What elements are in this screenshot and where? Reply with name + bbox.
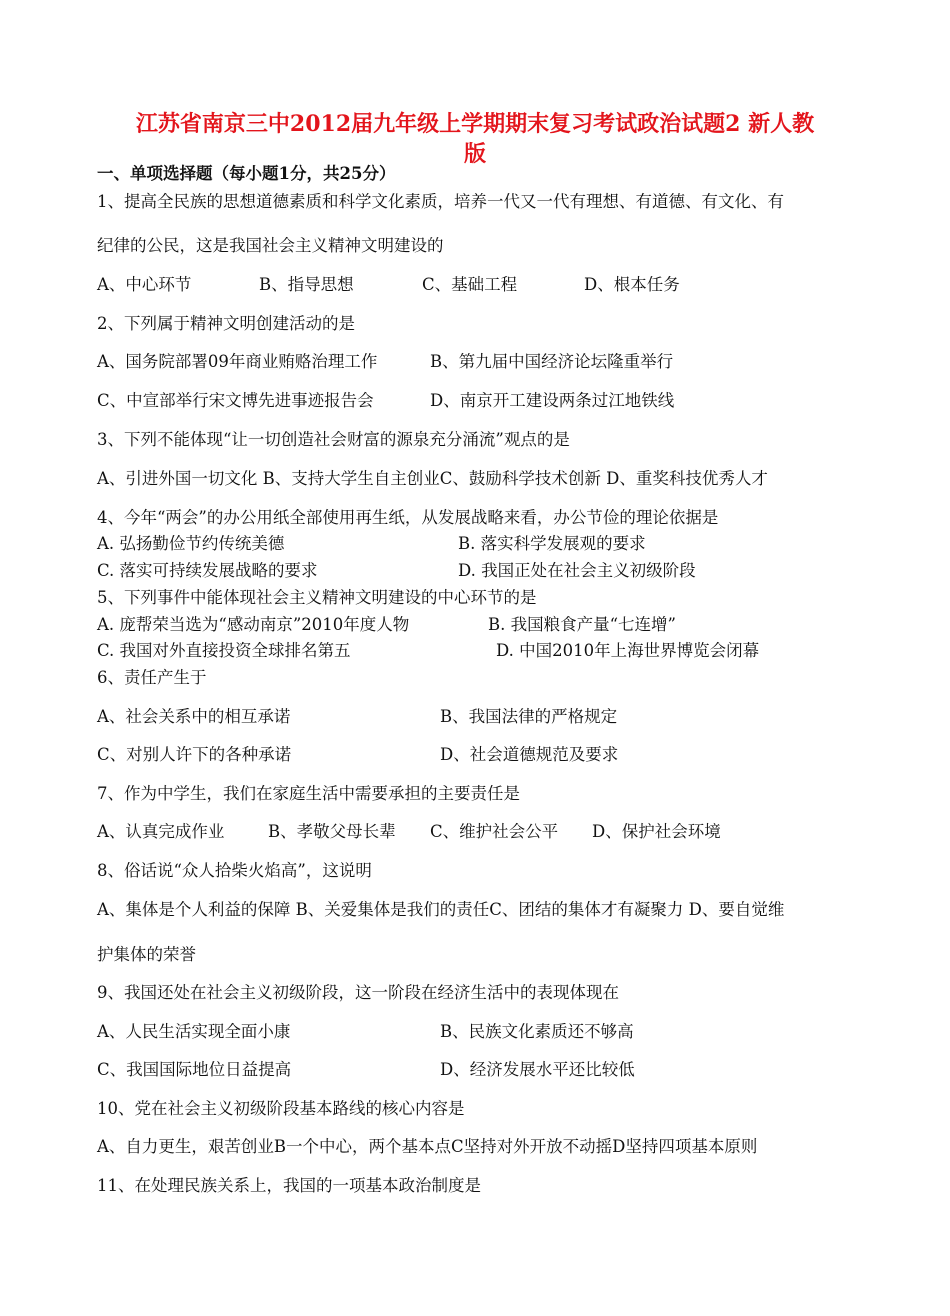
question-9-option-a: A、人民生活实现全面小康 bbox=[97, 1022, 291, 1041]
section-heading: 一、单项选择题（每小题1分，共25分） bbox=[97, 164, 396, 183]
question-10-stem: 10、党在社会主义初级阶段基本路线的核心内容是 bbox=[97, 1099, 465, 1118]
question-1-option-d: D、根本任务 bbox=[584, 275, 680, 294]
question-2-option-a: A、国务院部署09年商业贿赂治理工作 bbox=[97, 352, 378, 371]
question-8-stem: 8、俗话说“众人拾柴火焰高”，这说明 bbox=[97, 861, 372, 880]
question-9-option-b: B、民族文化素质还不够高 bbox=[440, 1022, 634, 1041]
question-3-options: A、引进外国一切文化 B、支持大学生自主创业C、鼓励科学技术创新 D、重奖科技优秀人才 bbox=[97, 469, 768, 488]
question-3-stem: 3、下列不能体现“让一切创造社会财富的源泉充分涌流”观点的是 bbox=[97, 430, 570, 449]
question-1-stem-line-2: 纪律的公民，这是我国社会主义精神文明建设的 bbox=[97, 236, 444, 255]
question-7-stem: 7、作为中学生，我们在家庭生活中需要承担的主要责任是 bbox=[97, 784, 520, 803]
question-9-option-d: D、经济发展水平还比较低 bbox=[440, 1060, 635, 1079]
question-7-option-d: D、保护社会环境 bbox=[592, 822, 721, 841]
question-11-stem: 11、在处理民族关系上，我国的一项基本政治制度是 bbox=[97, 1176, 481, 1195]
question-10-options: A、自力更生，艰苦创业B一个中心，两个基本点C坚持对外开放不动摇D坚持四项基本原则 bbox=[97, 1137, 758, 1156]
question-6-option-a: A、社会关系中的相互承诺 bbox=[97, 707, 291, 726]
question-6-option-b: B、我国法律的严格规定 bbox=[440, 707, 618, 726]
question-9-stem: 9、我国还处在社会主义初级阶段，这一阶段在经济生活中的表现体现在 bbox=[97, 983, 619, 1002]
question-8-options-line-2: 护集体的荣誉 bbox=[97, 945, 196, 964]
question-1-stem-line-1: 1、提高全民族的思想道德素质和科学文化素质，培养一代又一代有理想、有道德、有文化、有 bbox=[97, 192, 784, 211]
question-5-stem: 5、下列事件中能体现社会主义精神文明建设的中心环节的是 bbox=[97, 588, 537, 607]
question-5-option-d: D. 中国2010年上海世界博览会闭幕 bbox=[496, 641, 760, 660]
question-1-option-c: C、基础工程 bbox=[422, 275, 518, 294]
question-2-option-b: B、第九届中国经济论坛隆重举行 bbox=[430, 352, 674, 371]
question-6-stem: 6、责任产生于 bbox=[97, 668, 207, 687]
question-4-option-c: C. 落实可持续发展战略的要求 bbox=[97, 561, 318, 580]
question-2-option-c: C、中宣部举行宋文博先进事迹报告会 bbox=[97, 391, 374, 410]
question-7-option-a: A、认真完成作业 bbox=[97, 822, 225, 841]
question-7-option-c: C、维护社会公平 bbox=[430, 822, 559, 841]
question-4-stem: 4、今年“两会”的办公用纸全部使用再生纸，从发展战略来看，办公节俭的理论依据是 bbox=[97, 508, 719, 527]
question-6-option-d: D、社会道德规范及要求 bbox=[440, 745, 619, 764]
question-1-option-a: A、中心环节 bbox=[97, 275, 192, 294]
question-8-options-line-1: A、集体是个人利益的保障 B、关爱集体是我们的责任C、团结的集体才有凝聚力 D、要自觉维 bbox=[97, 900, 785, 919]
question-4-option-b: B. 落实科学发展观的要求 bbox=[458, 534, 646, 553]
question-4-option-d: D. 我国正处在社会主义初级阶段 bbox=[458, 561, 696, 580]
document-title-line-1: 江苏省南京三中2012届九年级上学期期末复习考试政治试题2 新人教 bbox=[135, 111, 815, 137]
question-5-option-b: B. 我国粮食产量“七连增” bbox=[488, 615, 676, 634]
question-7-option-b: B、孝敬父母长辈 bbox=[268, 822, 396, 841]
document-title-line-2: 版 bbox=[463, 141, 486, 167]
question-1-option-b: B、指导思想 bbox=[259, 275, 354, 294]
question-4-option-a: A. 弘扬勤俭节约传统美德 bbox=[97, 534, 285, 553]
question-5-option-a: A. 庞帮荣当选为“感动南京”2010年度人物 bbox=[97, 615, 410, 634]
question-2-option-d: D、南京开工建设两条过江地铁线 bbox=[430, 391, 675, 410]
question-2-stem: 2、下列属于精神文明创建活动的是 bbox=[97, 314, 355, 333]
question-9-option-c: C、我国国际地位日益提高 bbox=[97, 1060, 292, 1079]
question-6-option-c: C、对别人许下的各种承诺 bbox=[97, 745, 292, 764]
question-5-option-c: C. 我国对外直接投资全球排名第五 bbox=[97, 641, 351, 660]
